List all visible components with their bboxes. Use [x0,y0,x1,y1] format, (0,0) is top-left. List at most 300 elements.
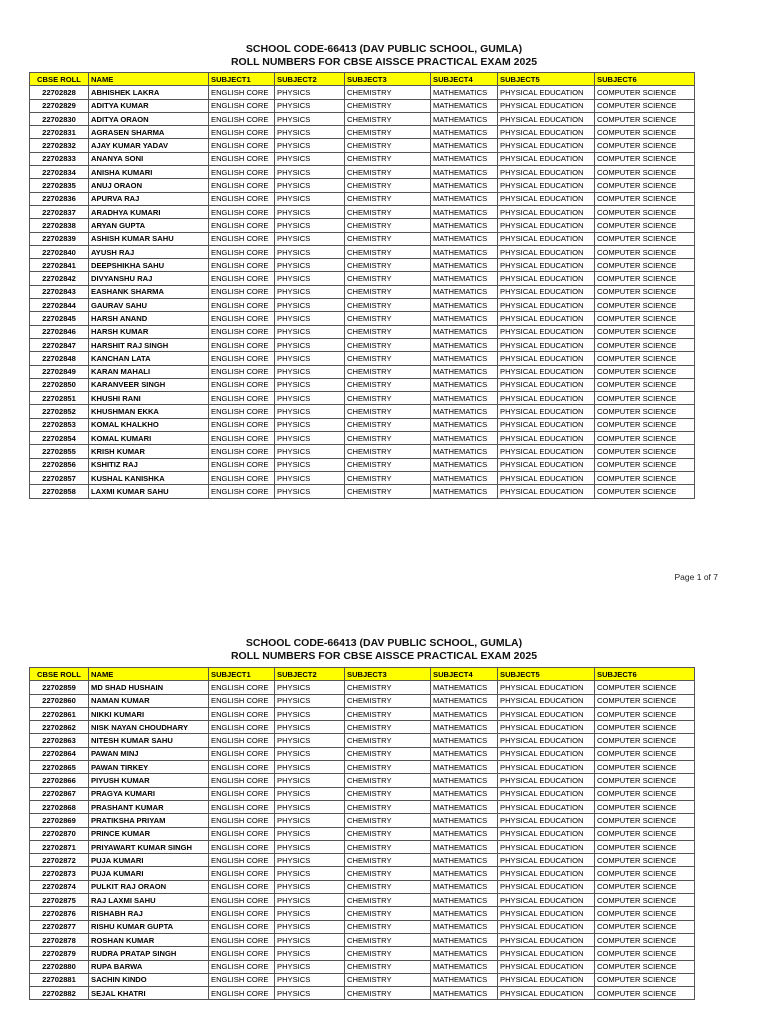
student-name-cell: KSHITIZ RAJ [89,458,209,471]
subject-cell: PHYSICS [275,232,345,245]
roll-number-cell: 22702877 [30,920,89,933]
student-name-cell: PRIYAWART KUMAR SINGH [89,840,209,853]
subject-cell: CHEMISTRY [345,259,431,272]
student-name-cell: LAXMI KUMAR SAHU [89,485,209,498]
roll-number-cell: 22702871 [30,840,89,853]
table-row [30,933,695,946]
subject-cell: CHEMISTRY [345,973,431,986]
subject-cell: MATHEMATICS [431,418,498,431]
student-name-cell: DEEPSHIKHA SAHU [89,259,209,272]
subject-cell: MATHEMATICS [431,378,498,391]
subject-cell: CHEMISTRY [345,245,431,258]
subject-cell: CHEMISTRY [345,694,431,707]
subject-cell: MATHEMATICS [431,192,498,205]
subject-cell: PHYSICS [275,894,345,907]
subject-cell: COMPUTER SCIENCE [595,139,695,152]
table-row [30,840,695,853]
document-page-2 [0,595,768,1024]
roll-number-cell: 22702834 [30,166,89,179]
subject-cell: PHYSICS [275,880,345,893]
subject-cell: PHYSICS [275,814,345,827]
subject-cell: PHYSICS [275,827,345,840]
subject-cell: CHEMISTRY [345,814,431,827]
subject-cell: ENGLISH CORE [209,867,275,880]
subject-cell: MATHEMATICS [431,774,498,787]
roll-number-cell: 22702832 [30,139,89,152]
subject-cell: ENGLISH CORE [209,352,275,365]
roll-number-cell: 22702866 [30,774,89,787]
subject-cell: PHYSICS [275,312,345,325]
subject-cell: PHYSICAL EDUCATION [498,960,595,973]
subject-cell: PHYSICAL EDUCATION [498,894,595,907]
table-row [30,694,695,707]
subject-cell: MATHEMATICS [431,205,498,218]
subject-cell: COMPUTER SCIENCE [595,827,695,840]
student-name-cell: SEJAL KHATRI [89,987,209,1000]
subject-cell: COMPUTER SCIENCE [595,405,695,418]
subject-cell: PHYSICS [275,734,345,747]
roll-number-cell: 22702837 [30,205,89,218]
table-row [30,152,695,165]
subject-cell: PHYSICAL EDUCATION [498,299,595,312]
table-row [30,485,695,498]
subject-cell: COMPUTER SCIENCE [595,272,695,285]
subject-cell: MATHEMATICS [431,734,498,747]
subject-cell: PHYSICS [275,112,345,125]
subject-cell: MATHEMATICS [431,458,498,471]
subject-cell: PHYSICS [275,747,345,760]
subject-cell: COMPUTER SCIENCE [595,192,695,205]
subject-cell: PHYSICAL EDUCATION [498,681,595,694]
subject-cell: COMPUTER SCIENCE [595,721,695,734]
subject-cell: PHYSICS [275,774,345,787]
subject-cell: MATHEMATICS [431,933,498,946]
subject-cell: ENGLISH CORE [209,747,275,760]
table-row [30,854,695,867]
subject-cell: ENGLISH CORE [209,907,275,920]
subject-cell: ENGLISH CORE [209,392,275,405]
subject-cell: COMPUTER SCIENCE [595,854,695,867]
subject-cell: CHEMISTRY [345,272,431,285]
table-row [30,365,695,378]
subject-cell: ENGLISH CORE [209,973,275,986]
subject-cell: MATHEMATICS [431,432,498,445]
table-row [30,112,695,125]
subject-cell: COMPUTER SCIENCE [595,232,695,245]
subject-cell: MATHEMATICS [431,907,498,920]
student-name-cell: NIKKI KUMARI [89,707,209,720]
subject-cell: PHYSICS [275,179,345,192]
subject-cell: MATHEMATICS [431,920,498,933]
table-row [30,179,695,192]
subject-cell: ENGLISH CORE [209,787,275,800]
subject-cell: COMPUTER SCIENCE [595,338,695,351]
subject-cell: CHEMISTRY [345,827,431,840]
subject-cell: PHYSICS [275,840,345,853]
roll-number-cell: 22702865 [30,761,89,774]
subject-cell: COMPUTER SCIENCE [595,205,695,218]
subject-cell: PHYSICAL EDUCATION [498,933,595,946]
subject-cell: COMPUTER SCIENCE [595,840,695,853]
table-row [30,800,695,813]
table-row [30,192,695,205]
subject-cell: ENGLISH CORE [209,99,275,112]
subject-cell: CHEMISTRY [345,338,431,351]
roll-number-cell: 22702843 [30,285,89,298]
subject-cell: COMPUTER SCIENCE [595,814,695,827]
subject-cell: PHYSICAL EDUCATION [498,352,595,365]
roll-number-table [29,72,695,499]
column-header: SUBJECT1 [209,668,275,681]
table-row [30,392,695,405]
roll-number-cell: 22702835 [30,179,89,192]
roll-number-cell: 22702879 [30,947,89,960]
subject-cell: ENGLISH CORE [209,840,275,853]
subject-cell: CHEMISTRY [345,126,431,139]
subject-cell: MATHEMATICS [431,392,498,405]
roll-number-cell: 22702831 [30,126,89,139]
table-row [30,405,695,418]
subject-cell: CHEMISTRY [345,432,431,445]
student-name-cell: ARYAN GUPTA [89,219,209,232]
subject-cell: MATHEMATICS [431,747,498,760]
subject-cell: CHEMISTRY [345,205,431,218]
student-name-cell: NAMAN KUMAR [89,694,209,707]
student-name-cell: ASHISH KUMAR SAHU [89,232,209,245]
subject-cell: COMPUTER SCIENCE [595,219,695,232]
roll-number-cell: 22702864 [30,747,89,760]
subject-cell: CHEMISTRY [345,299,431,312]
table-row [30,827,695,840]
table-row [30,880,695,893]
subject-cell: PHYSICS [275,338,345,351]
table-row [30,458,695,471]
subject-cell: PHYSICS [275,907,345,920]
subject-cell: MATHEMATICS [431,166,498,179]
subject-cell: ENGLISH CORE [209,112,275,125]
student-name-cell: KHUSHMAN EKKA [89,405,209,418]
subject-cell: PHYSICS [275,854,345,867]
subject-cell: PHYSICAL EDUCATION [498,485,595,498]
subject-cell: COMPUTER SCIENCE [595,99,695,112]
roll-number-cell: 22702876 [30,907,89,920]
subject-cell: PHYSICS [275,325,345,338]
subject-cell: MATHEMATICS [431,445,498,458]
subject-cell: PHYSICS [275,787,345,800]
subject-cell: ENGLISH CORE [209,800,275,813]
table-row [30,219,695,232]
roll-number-cell: 22702855 [30,445,89,458]
table-row [30,920,695,933]
subject-cell: PHYSICS [275,920,345,933]
subject-cell: CHEMISTRY [345,285,431,298]
subject-cell: CHEMISTRY [345,86,431,99]
column-header: SUBJECT5 [498,668,595,681]
subject-cell: PHYSICS [275,707,345,720]
table-row [30,734,695,747]
subject-cell: PHYSICAL EDUCATION [498,192,595,205]
subject-cell: ENGLISH CORE [209,245,275,258]
roll-number-cell: 22702861 [30,707,89,720]
table-row [30,721,695,734]
subject-cell: ENGLISH CORE [209,152,275,165]
subject-cell: ENGLISH CORE [209,219,275,232]
subject-cell: COMPUTER SCIENCE [595,166,695,179]
column-header: CBSE ROLL [30,668,89,681]
subject-cell: COMPUTER SCIENCE [595,933,695,946]
subject-cell: CHEMISTRY [345,192,431,205]
subject-cell: COMPUTER SCIENCE [595,787,695,800]
roll-number-cell: 22702874 [30,880,89,893]
subject-cell: ENGLISH CORE [209,471,275,484]
subject-cell: ENGLISH CORE [209,299,275,312]
table-row [30,245,695,258]
subject-cell: PHYSICS [275,126,345,139]
subject-cell: PHYSICAL EDUCATION [498,112,595,125]
student-name-cell: ARADHYA KUMARI [89,205,209,218]
subject-cell: ENGLISH CORE [209,166,275,179]
table-row [30,894,695,907]
subject-cell: COMPUTER SCIENCE [595,694,695,707]
subject-cell: ENGLISH CORE [209,960,275,973]
column-header: SUBJECT2 [275,73,345,86]
subject-cell: ENGLISH CORE [209,285,275,298]
table-body [30,86,695,498]
subject-cell: COMPUTER SCIENCE [595,761,695,774]
subject-cell: ENGLISH CORE [209,694,275,707]
subject-cell: COMPUTER SCIENCE [595,907,695,920]
subject-cell: CHEMISTRY [345,112,431,125]
table-row [30,774,695,787]
student-name-cell: RISHU KUMAR GUPTA [89,920,209,933]
student-name-cell: PRINCE KUMAR [89,827,209,840]
subject-cell: COMPUTER SCIENCE [595,960,695,973]
subject-cell: COMPUTER SCIENCE [595,112,695,125]
subject-cell: COMPUTER SCIENCE [595,707,695,720]
student-name-cell: ANANYA SONI [89,152,209,165]
subject-cell: PHYSICAL EDUCATION [498,312,595,325]
subject-cell: COMPUTER SCIENCE [595,365,695,378]
student-name-cell: KRISH KUMAR [89,445,209,458]
subject-cell: CHEMISTRY [345,734,431,747]
subject-cell: PHYSICS [275,166,345,179]
subject-cell: CHEMISTRY [345,907,431,920]
subject-cell: MATHEMATICS [431,681,498,694]
subject-cell: PHYSICS [275,694,345,707]
student-name-cell: KARAN MAHALI [89,365,209,378]
subject-cell: PHYSICS [275,721,345,734]
subject-cell: COMPUTER SCIENCE [595,973,695,986]
subject-cell: ENGLISH CORE [209,734,275,747]
subject-cell: PHYSICAL EDUCATION [498,867,595,880]
subject-cell: PHYSICAL EDUCATION [498,471,595,484]
roll-number-cell: 22702868 [30,800,89,813]
subject-cell: PHYSICAL EDUCATION [498,747,595,760]
subject-cell: PHYSICAL EDUCATION [498,139,595,152]
roll-number-cell: 22702875 [30,894,89,907]
subject-cell: MATHEMATICS [431,960,498,973]
subject-cell: MATHEMATICS [431,99,498,112]
subject-cell: COMPUTER SCIENCE [595,485,695,498]
subject-cell: MATHEMATICS [431,126,498,139]
student-name-cell: ADITYA ORAON [89,112,209,125]
student-name-cell: PRASHANT KUMAR [89,800,209,813]
subject-cell: PHYSICAL EDUCATION [498,721,595,734]
student-name-cell: PULKIT RAJ ORAON [89,880,209,893]
subject-cell: PHYSICAL EDUCATION [498,707,595,720]
subject-cell: MATHEMATICS [431,232,498,245]
subject-cell: ENGLISH CORE [209,827,275,840]
subject-cell: ENGLISH CORE [209,814,275,827]
table-body [30,681,695,1000]
table-row [30,378,695,391]
subject-cell: PHYSICAL EDUCATION [498,272,595,285]
subject-cell: CHEMISTRY [345,880,431,893]
subject-cell: CHEMISTRY [345,854,431,867]
subject-cell: PHYSICAL EDUCATION [498,166,595,179]
roll-number-cell: 22702838 [30,219,89,232]
student-name-cell: MD SHAD HUSHAIN [89,681,209,694]
subject-cell: MATHEMATICS [431,800,498,813]
subject-cell: PHYSICS [275,192,345,205]
exam-title: ROLL NUMBERS FOR CBSE AISSCE PRACTICAL EXAM 2025 [230,56,538,68]
roll-number-cell: 22702856 [30,458,89,471]
subject-cell: PHYSICAL EDUCATION [498,734,595,747]
column-header: SUBJECT5 [498,73,595,86]
subject-cell: ENGLISH CORE [209,338,275,351]
student-name-cell: KUSHAL KANISHKA [89,471,209,484]
subject-cell: MATHEMATICS [431,219,498,232]
subject-cell: PHYSICS [275,800,345,813]
roll-number-cell: 22702854 [30,432,89,445]
subject-cell: PHYSICS [275,405,345,418]
subject-cell: COMPUTER SCIENCE [595,126,695,139]
table-row [30,325,695,338]
subject-cell: ENGLISH CORE [209,894,275,907]
subject-cell: COMPUTER SCIENCE [595,245,695,258]
subject-cell: ENGLISH CORE [209,126,275,139]
table-row [30,418,695,431]
subject-cell: PHYSICAL EDUCATION [498,245,595,258]
roll-number-cell: 22702846 [30,325,89,338]
subject-cell: ENGLISH CORE [209,259,275,272]
student-name-cell: DIVYANSHU RAJ [89,272,209,285]
subject-cell: COMPUTER SCIENCE [595,325,695,338]
roll-number-cell: 22702869 [30,814,89,827]
subject-cell: ENGLISH CORE [209,325,275,338]
subject-cell: ENGLISH CORE [209,854,275,867]
student-name-cell: PRAGYA KUMARI [89,787,209,800]
subject-cell: ENGLISH CORE [209,86,275,99]
roll-number-cell: 22702845 [30,312,89,325]
roll-number-cell: 22702873 [30,867,89,880]
subject-cell: PHYSICS [275,205,345,218]
subject-cell: PHYSICS [275,432,345,445]
school-code-title: SCHOOL CODE-66413 (DAV PUBLIC SCHOOL, GUMLA) [245,637,523,649]
subject-cell: COMPUTER SCIENCE [595,774,695,787]
subject-cell: CHEMISTRY [345,352,431,365]
subject-cell: CHEMISTRY [345,152,431,165]
table-header-row [30,73,695,86]
subject-cell: PHYSICS [275,365,345,378]
subject-cell: MATHEMATICS [431,814,498,827]
subject-cell: MATHEMATICS [431,827,498,840]
roll-number-cell: 22702862 [30,721,89,734]
roll-number-cell: 22702840 [30,245,89,258]
subject-cell: ENGLISH CORE [209,947,275,960]
subject-cell: CHEMISTRY [345,139,431,152]
subject-cell: PHYSICAL EDUCATION [498,694,595,707]
subject-cell: CHEMISTRY [345,471,431,484]
subject-cell: ENGLISH CORE [209,418,275,431]
subject-cell: PHYSICAL EDUCATION [498,987,595,1000]
column-header: SUBJECT1 [209,73,275,86]
student-name-cell: HARSH ANAND [89,312,209,325]
table-row [30,99,695,112]
subject-cell: PHYSICAL EDUCATION [498,761,595,774]
subject-cell: PHYSICAL EDUCATION [498,378,595,391]
subject-cell: CHEMISTRY [345,485,431,498]
subject-cell: PHYSICAL EDUCATION [498,947,595,960]
student-name-cell: PIYUSH KUMAR [89,774,209,787]
subject-cell: ENGLISH CORE [209,312,275,325]
roll-number-cell: 22702860 [30,694,89,707]
subject-cell: MATHEMATICS [431,973,498,986]
student-name-cell: KANCHAN LATA [89,352,209,365]
student-name-cell: HARSH KUMAR [89,325,209,338]
roll-number-cell: 22702880 [30,960,89,973]
subject-cell: MATHEMATICS [431,707,498,720]
student-name-cell: ANUJ ORAON [89,179,209,192]
subject-cell: PHYSICAL EDUCATION [498,179,595,192]
table-row [30,947,695,960]
exam-title: ROLL NUMBERS FOR CBSE AISSCE PRACTICAL EXAM 2025 [230,650,538,662]
subject-cell: COMPUTER SCIENCE [595,352,695,365]
table-row [30,259,695,272]
table-row [30,787,695,800]
table-row [30,747,695,760]
subject-cell: COMPUTER SCIENCE [595,86,695,99]
subject-cell: COMPUTER SCIENCE [595,987,695,1000]
roll-number-cell: 22702847 [30,338,89,351]
table-row [30,960,695,973]
subject-cell: CHEMISTRY [345,721,431,734]
roll-number-cell: 22702841 [30,259,89,272]
subject-cell: PHYSICS [275,99,345,112]
subject-cell: PHYSICS [275,960,345,973]
student-name-cell: AYUSH RAJ [89,245,209,258]
subject-cell: CHEMISTRY [345,418,431,431]
table-row [30,814,695,827]
subject-cell: PHYSICS [275,245,345,258]
student-name-cell: AJAY KUMAR YADAV [89,139,209,152]
subject-cell: MATHEMATICS [431,721,498,734]
roll-number-cell: 22702849 [30,365,89,378]
subject-cell: PHYSICAL EDUCATION [498,827,595,840]
subject-cell: CHEMISTRY [345,312,431,325]
subject-cell: PHYSICS [275,867,345,880]
subject-cell: CHEMISTRY [345,405,431,418]
subject-cell: COMPUTER SCIENCE [595,471,695,484]
table-row [30,338,695,351]
subject-cell: COMPUTER SCIENCE [595,880,695,893]
roll-number-cell: 22702830 [30,112,89,125]
roll-number-table [29,667,695,1000]
subject-cell: MATHEMATICS [431,285,498,298]
subject-cell: MATHEMATICS [431,112,498,125]
roll-number-cell: 22702872 [30,854,89,867]
column-header: SUBJECT6 [595,668,695,681]
